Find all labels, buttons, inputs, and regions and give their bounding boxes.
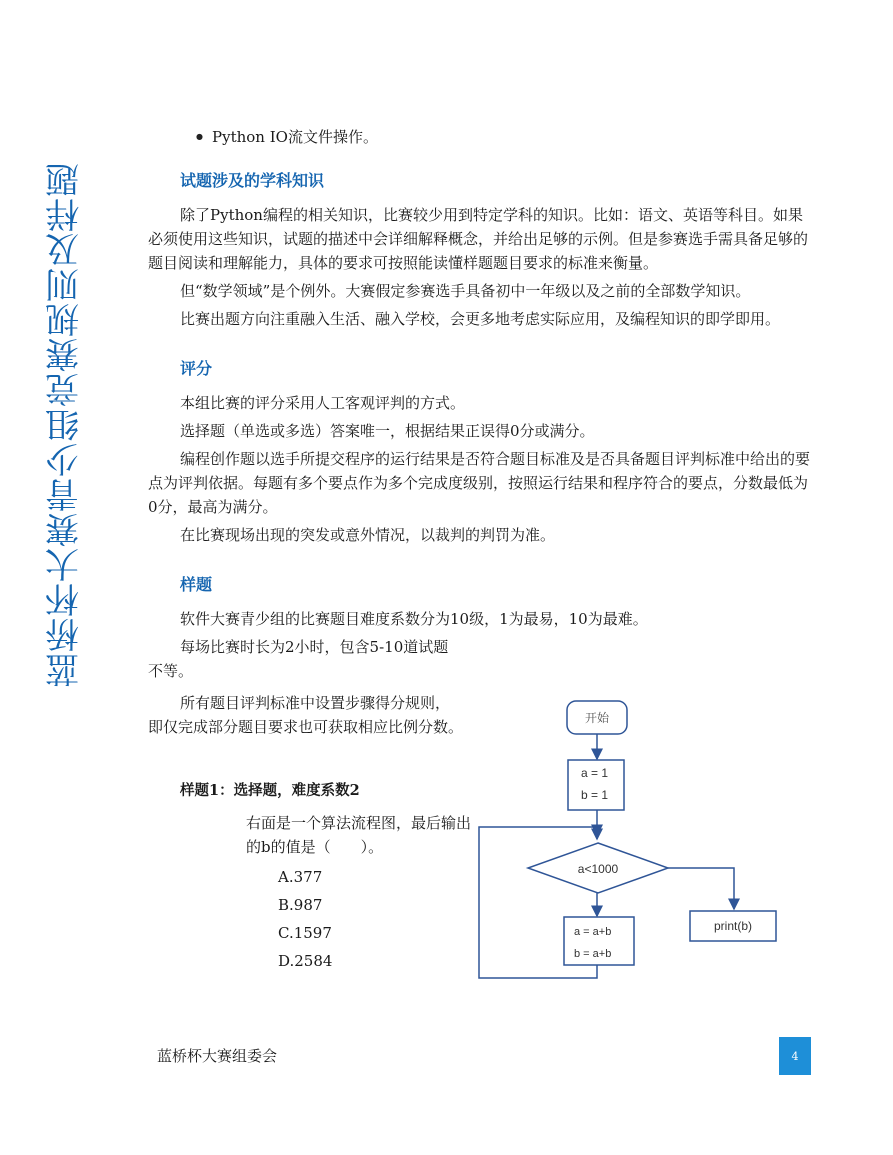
paragraph: 软件大赛青少组的比赛题目难度系数分为10级，1为最易，10为最难。 xyxy=(180,610,648,628)
start-label: 开始 xyxy=(584,711,610,725)
update-a-label: a = a+b xyxy=(574,926,612,938)
paragraph: 比赛出题方向注重融入生活、融入学校，会更多地考虑实际应用，及编程知识的即学即用。 xyxy=(180,310,781,328)
update-b-label: b = a+b xyxy=(574,948,612,960)
option-d: D.2584 xyxy=(278,952,333,970)
section-heading-knowledge: 试题涉及的学科知识 xyxy=(180,171,325,190)
algorithm-flowchart xyxy=(470,695,790,995)
paragraph: 除了Python编程的相关知识，比赛较少用到特定学科的知识。比如：语文、英语等科目。如果必须使用这些知识，试题的描述中会详细解释概念，并给出足够的示例。但是参赛选手需具备足够的题目阅读和理解能力，具体的要求可按照能读懂样题题目要求的标准来衡量。 xyxy=(148,206,809,272)
paragraph: 每场比赛时长为2小时，包含5-10道试题不等。 xyxy=(148,638,449,680)
page-number: 4 xyxy=(779,1037,811,1075)
section-heading-scoring: 评分 xyxy=(180,359,213,378)
bullet-item: ● Python IO流文件操作。 xyxy=(212,125,813,149)
output-label: print(b) xyxy=(713,919,753,933)
option-b: B.987 xyxy=(278,896,323,914)
option-a: A.377 xyxy=(278,868,323,886)
paragraph: 编程创作题以选手所提交程序的运行结果是否符合题目标准及是否具备题目评判标准中给出的要点为评判依据。每题有多个要点作为多个完成度级别，按照运行结果和程序符合的要点，分数最低为0分，最高为满分。 xyxy=(148,450,811,516)
init-b-label: b = 1 xyxy=(581,788,609,802)
footer-text: 蓝桥杯大赛组委会 xyxy=(157,1047,278,1065)
paragraph: 选择题（单选或多选）答案唯一，根据结果正误得0分或满分。 xyxy=(180,422,595,440)
option-c: C.1597 xyxy=(278,924,332,942)
paragraph: 所有题目评判标准中设置步骤得分规则，即仅完成部分题目要求也可获取相应比例分数。 xyxy=(148,694,464,736)
side-title: 蓝桥杯大赛青少组竞赛规则及样题 xyxy=(45,162,86,688)
paragraph: 但“数学领域”是个例外。大赛假定参赛选手具备初中一年级以及之前的全部数学知识。 xyxy=(180,282,751,300)
paragraph: 在比赛现场出现的突发或意外情况，以裁判的判罚为准。 xyxy=(180,526,556,544)
paragraph: 本组比赛的评分采用人工客观评判的方式。 xyxy=(180,394,466,412)
section-heading-samples: 样题 xyxy=(180,575,213,594)
init-a-label: a = 1 xyxy=(581,766,609,780)
question-text: 右面是一个算法流程图，最后输出的b的值是（ ）。 xyxy=(246,814,472,856)
question-title: 样题1：选择题，难度系数2 xyxy=(180,782,360,799)
condition-label: a<1000 xyxy=(577,862,619,876)
